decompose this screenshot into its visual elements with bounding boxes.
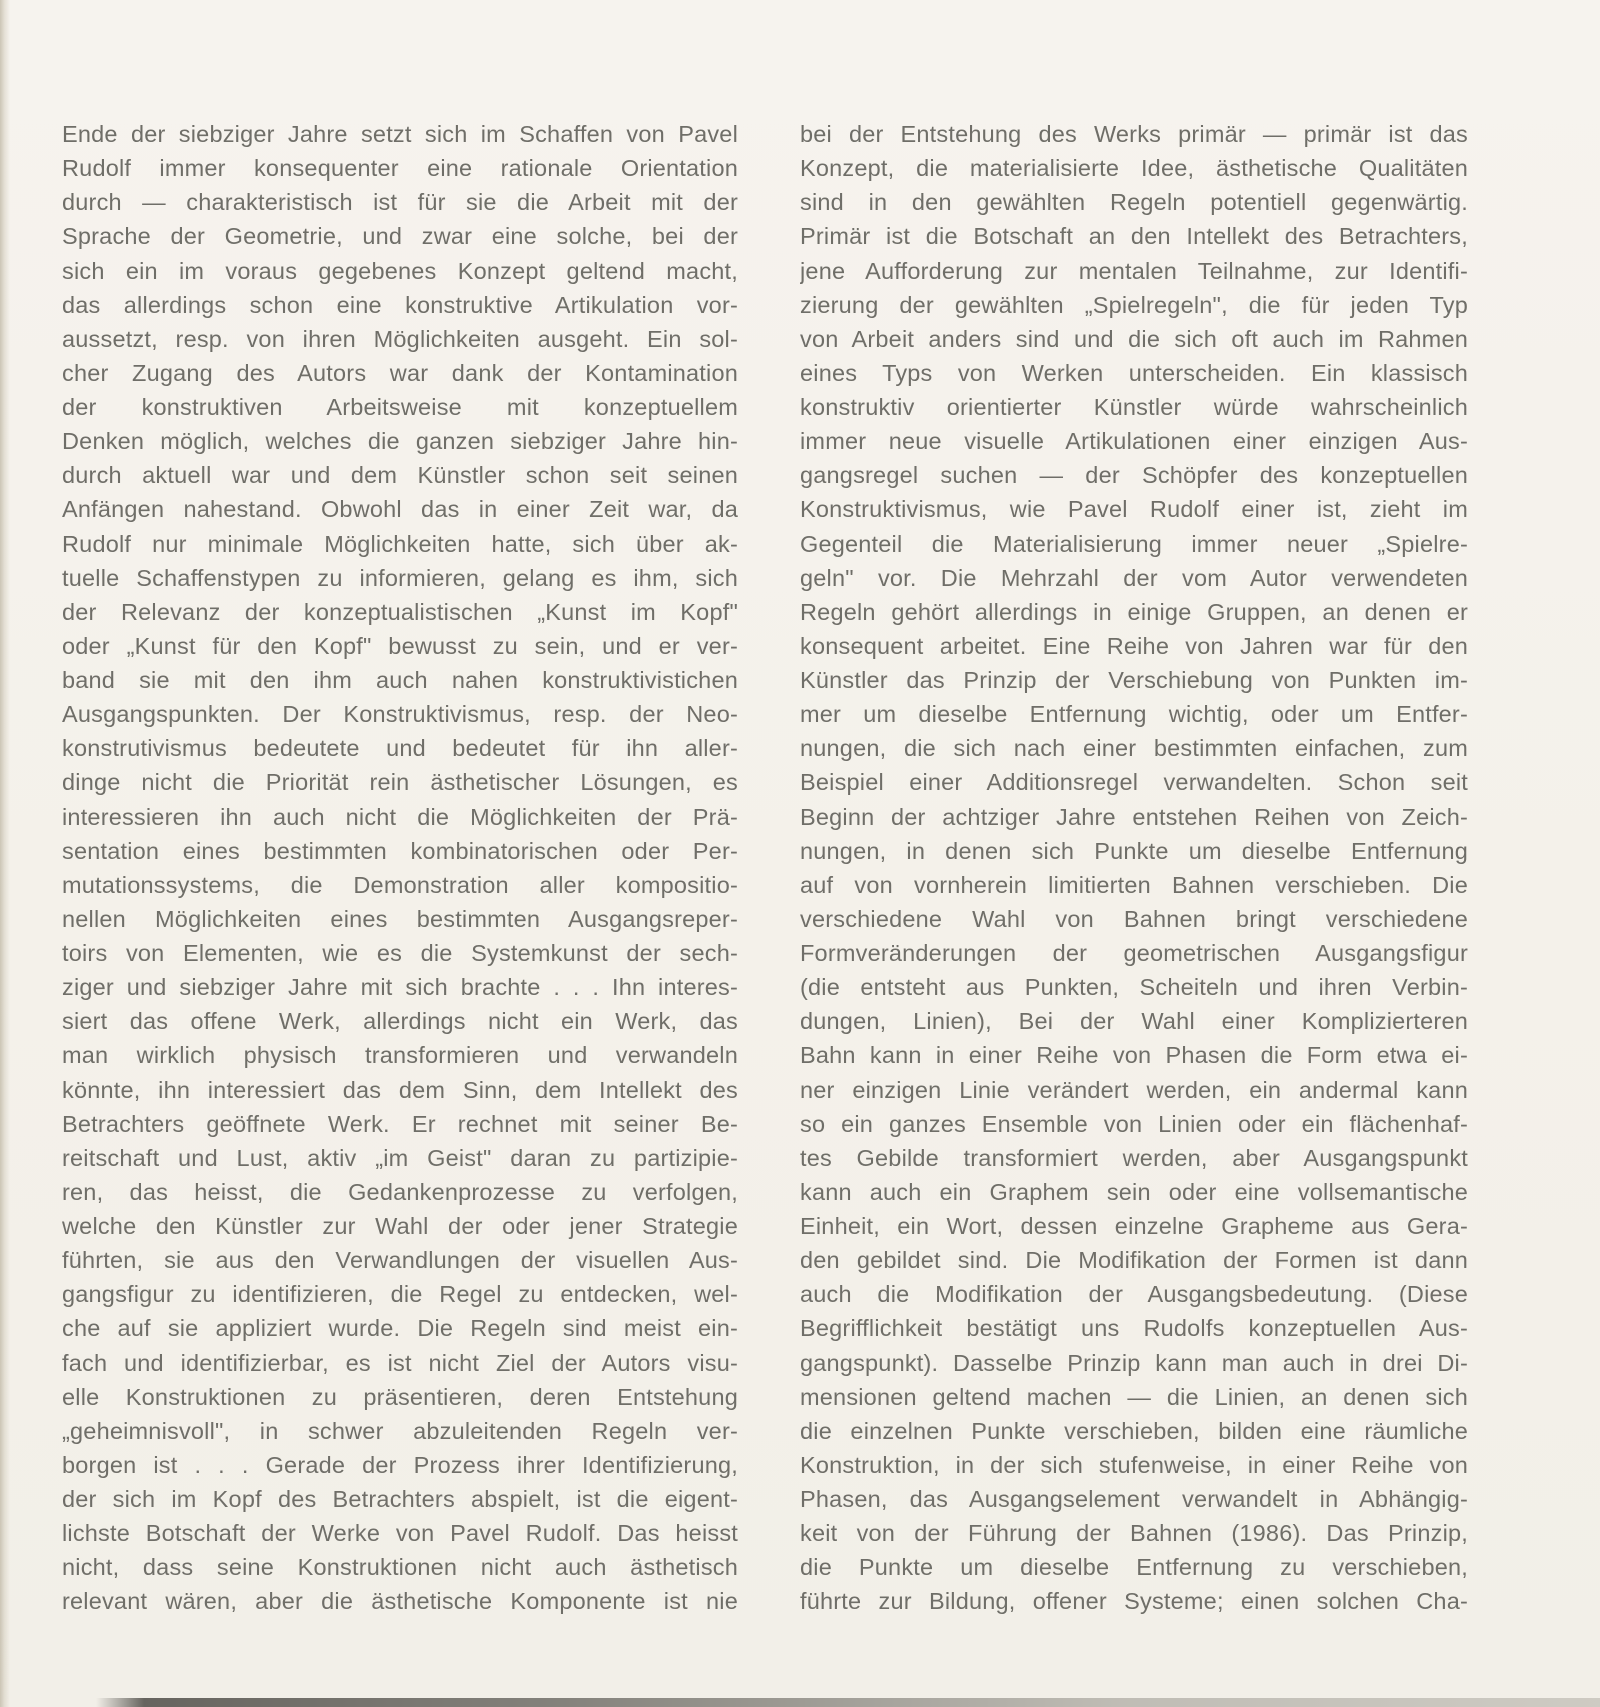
- text-line: ner einzigen Linie verändert werden, ein andermal kann: [800, 1076, 1468, 1103]
- text-line: bei der Entstehung des Werks primär — primär ist das: [800, 121, 1468, 147]
- text-line: reitschaft und Lust, aktiv „im Geist" daran zu partizipie-: [62, 1144, 738, 1171]
- text-line: zierung der gewählten „Spielregeln", die für jeden Typ: [800, 291, 1468, 318]
- text-line: nungen, die sich nach einer bestimmten einfachen, zum: [800, 735, 1468, 762]
- text-line: Beispiel einer Additionsregel verwandelten. Schon seit: [800, 769, 1468, 796]
- text-line: welche den Künstler zur Wahl der oder jener Strategie: [62, 1213, 738, 1239]
- text-line: Primär ist die Botschaft an den Intellekt des Betrachters,: [800, 223, 1468, 250]
- text-line: Bahn kann in einer Reihe von Phasen die Form etwa ei-: [800, 1042, 1468, 1069]
- text-line: Rudolf nur minimale Möglichkeiten hatte, sich über ak-: [62, 530, 738, 557]
- text-line: elle Konstruktionen zu präsentieren, deren Entstehung: [62, 1383, 738, 1410]
- text-line: eines Typs von Werken unterscheiden. Ein klassisch: [800, 359, 1468, 386]
- text-line: Regeln gehört allerdings in einige Gruppen, an denen er: [800, 598, 1468, 625]
- text-line: jene Aufforderung zur mentalen Teilnahme, zur Identifi-: [800, 257, 1468, 284]
- text-line: mutationssystems, die Demonstration aller kompositio-: [62, 871, 738, 898]
- text-line: lichste Botschaft der Werke von Pavel Rudolf. Das heisst: [62, 1520, 738, 1547]
- text-line: Gegenteil die Materialisierung immer neuer „Spielre-: [800, 530, 1468, 557]
- text-line: so ein ganzes Ensemble von Linien oder ein flächenhaf-: [800, 1110, 1468, 1137]
- text-line: kann auch ein Graphem sein oder eine vollsemantische: [800, 1178, 1468, 1205]
- text-line: nicht, dass seine Konstruktionen nicht auch ästhetisch: [62, 1554, 738, 1581]
- text-line: gangsfigur zu identifizieren, die Regel zu entdecken, wel-: [62, 1281, 738, 1308]
- text-line: führte zur Bildung, offener Systeme; einen solchen Cha-: [800, 1588, 1468, 1615]
- scan-edge-bottom: [0, 1698, 1600, 1707]
- text-line: tes Gebilde transformiert werden, aber Ausgangspunkt: [800, 1144, 1468, 1171]
- text-line: die Punkte um dieselbe Entfernung zu verschieben,: [800, 1554, 1468, 1581]
- text-line: konstruktiv orientierter Künstler würde wahrscheinlich: [800, 394, 1468, 420]
- text-line: Betrachters geöffnete Werk. Er rechnet mit seiner Be-: [62, 1110, 738, 1137]
- text-line: Denken möglich, welches die ganzen siebziger Jahre hin-: [62, 428, 738, 455]
- text-line: Phasen, das Ausgangselement verwandelt in Abhängig-: [800, 1486, 1468, 1512]
- text-line: konstrutivismus bedeutete und bedeutet für ihn aller-: [62, 735, 738, 762]
- text-line: „geheimnisvoll", in schwer abzuleitenden Regeln ver-: [62, 1417, 738, 1444]
- text-line: borgen ist . . . Gerade der Prozess ihrer Identifizierung,: [62, 1451, 738, 1478]
- text-line: Anfängen nahestand. Obwohl das in einer Zeit war, da: [62, 496, 738, 523]
- text-line: siert das offene Werk, allerdings nicht ein Werk, das: [62, 1008, 738, 1035]
- text-line: die einzelnen Punkte verschieben, bilden eine räumliche: [800, 1417, 1468, 1444]
- text-line: auf von vornherein limitierten Bahnen verschieben. Die: [800, 871, 1468, 898]
- text-line: keit von der Führung der Bahnen (1986). Das Prinzip,: [800, 1520, 1468, 1547]
- text-line: den gebildet sind. Die Modifikation der Formen ist dann: [800, 1247, 1468, 1274]
- text-line: dinge nicht die Priorität rein ästhetischer Lösungen, es: [62, 769, 738, 796]
- text-line: Einheit, ein Wort, dessen einzelne Grapheme aus Gera-: [800, 1213, 1468, 1239]
- text-line: ziger und siebziger Jahre mit sich brachte . . . Ihn interes-: [62, 974, 738, 1001]
- text-line: das allerdings schon eine konstruktive Artikulation vor-: [62, 291, 738, 318]
- text-line: Sprache der Geometrie, und zwar eine solche, bei der: [62, 223, 738, 250]
- right-column: [800, 117, 1468, 1619]
- text-line: der konstruktiven Arbeitsweise mit konzeptuellem: [62, 394, 738, 420]
- text-line: Künstler das Prinzip der Verschiebung von Punkten im-: [800, 667, 1468, 693]
- text-line: sentation eines bestimmten kombinatorischen oder Per-: [62, 837, 738, 864]
- left-column: [62, 117, 738, 1619]
- text-line: aussetzt, resp. von ihren Möglichkeiten ausgeht. Ein sol-: [62, 325, 738, 352]
- text-line: Begrifflichkeit bestätigt uns Rudolfs konzeptuellen Aus-: [800, 1315, 1468, 1342]
- text-line: dungen, Linien), Bei der Wahl einer Komplizierteren: [800, 1008, 1468, 1035]
- text-line: durch aktuell war und dem Künstler schon seit seinen: [62, 462, 738, 489]
- text-line: Rudolf immer konsequenter eine rationale Orientation: [62, 155, 738, 182]
- text-line: Beginn der achtziger Jahre entstehen Reihen von Zeich-: [800, 803, 1468, 830]
- text-line: geln" vor. Die Mehrzahl der vom Autor verwendeten: [800, 564, 1468, 591]
- text-line: könnte, ihn interessiert das dem Sinn, dem Intellekt des: [62, 1076, 738, 1103]
- text-line: von Arbeit anders sind und die sich oft auch im Rahmen: [800, 325, 1468, 352]
- text-line: sind in den gewählten Regeln potentiell gegenwärtig.: [800, 189, 1468, 216]
- text-line: Konstruktion, in der sich stufenweise, in einer Reihe von: [800, 1451, 1468, 1478]
- text-line: der sich im Kopf des Betrachters abspielt, ist die eigent-: [62, 1486, 738, 1512]
- text-line: verschiedene Wahl von Bahnen bringt verschiedene: [800, 905, 1468, 932]
- text-line: Ausgangspunkten. Der Konstruktivismus, resp. der Neo-: [62, 701, 738, 728]
- text-line: tuelle Schaffenstypen zu informieren, gelang es ihm, sich: [62, 564, 738, 591]
- text-line: man wirklich physisch transformieren und verwandeln: [62, 1042, 738, 1069]
- text-line: sich ein im voraus gegebenes Konzept geltend macht,: [62, 257, 738, 284]
- page-edge-shadow-left: [0, 0, 10, 1707]
- text-line: ren, das heisst, die Gedankenprozesse zu verfolgen,: [62, 1178, 738, 1205]
- text-line: gangsregel suchen — der Schöpfer des konzeptuellen: [800, 462, 1468, 489]
- text-line: immer neue visuelle Artikulationen einer einzigen Aus-: [800, 428, 1468, 455]
- text-line: gangspunkt). Dasselbe Prinzip kann man auch in drei Di-: [800, 1349, 1468, 1376]
- text-line: relevant wären, aber die ästhetische Komponente ist nie: [62, 1588, 738, 1615]
- text-line: band sie mit den ihm auch nahen konstruktivistichen: [62, 667, 738, 693]
- text-line: Konzept, die materialisierte Idee, ästhetische Qualitäten: [800, 155, 1468, 182]
- text-line: interessieren ihn auch nicht die Möglichkeiten der Prä-: [62, 803, 738, 830]
- text-line: fach und identifizierbar, es ist nicht Ziel der Autors visu-: [62, 1349, 738, 1376]
- text-line: Formveränderungen der geometrischen Ausgangsfigur: [800, 940, 1468, 966]
- text-line: mensionen geltend machen — die Linien, an denen sich: [800, 1383, 1468, 1410]
- text-line: toirs von Elementen, wie es die Systemkunst der sech-: [62, 940, 738, 966]
- text-line: che auf sie appliziert wurde. Die Regeln sind meist ein-: [62, 1315, 738, 1342]
- text-line: oder „Kunst für den Kopf" bewusst zu sein, und er ver-: [62, 632, 738, 659]
- text-line: (die entsteht aus Punkten, Scheiteln und ihren Verbin-: [800, 974, 1468, 1001]
- text-line: durch — charakteristisch ist für sie die Arbeit mit der: [62, 189, 738, 216]
- text-line: nungen, in denen sich Punkte um dieselbe Entfernung: [800, 837, 1468, 864]
- text-line: nellen Möglichkeiten eines bestimmten Ausgangsreper-: [62, 905, 738, 932]
- text-line: auch die Modifikation der Ausgangsbedeutung. (Diese: [800, 1281, 1468, 1308]
- text-line: Ende der siebziger Jahre setzt sich im Schaffen von Pavel: [62, 121, 738, 147]
- text-line: mer um dieselbe Entfernung wichtig, oder um Entfer-: [800, 701, 1468, 728]
- text-line: Konstruktivismus, wie Pavel Rudolf einer ist, zieht im: [800, 496, 1468, 523]
- text-line: der Relevanz der konzeptualistischen „Kunst im Kopf": [62, 598, 738, 625]
- text-line: konsequent arbeitet. Eine Reihe von Jahren war für den: [800, 632, 1468, 659]
- text-line: führten, sie aus den Verwandlungen der visuellen Aus-: [62, 1247, 738, 1274]
- text-line: cher Zugang des Autors war dank der Kontamination: [62, 359, 738, 386]
